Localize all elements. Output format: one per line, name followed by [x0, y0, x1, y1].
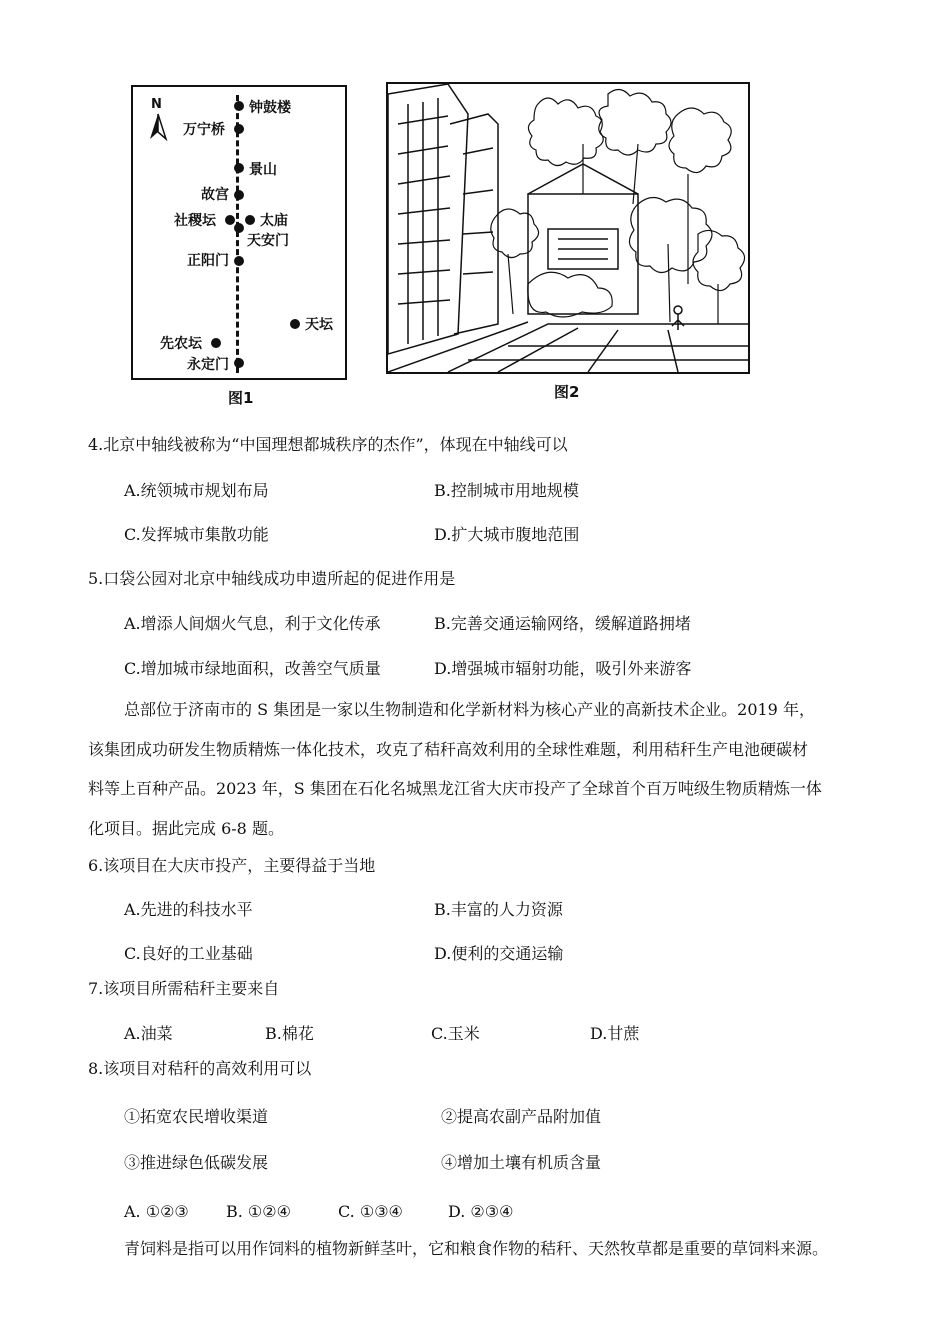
passage-line-1: 总部位于济南市的 S 集团是一家以生物制造和化学新材料为核心产业的高新技术企业。2019 年， [124, 700, 815, 719]
q8-option-b: B. ①②④ [226, 1202, 291, 1221]
q8-statement-1: ①拓宽农民增收渠道 [124, 1107, 269, 1126]
place-yongdingmen: 永定门 [187, 357, 229, 373]
q8-statement-3: ③推进绿色低碳发展 [124, 1153, 269, 1172]
figure-2-illustration [386, 82, 750, 374]
place-tiananmen: 天安门 [247, 233, 289, 249]
q6-option-c: C.良好的工业基础 [124, 944, 253, 963]
q4-option-b: B.控制城市用地规模 [434, 481, 579, 500]
place-dot [245, 215, 255, 225]
place-zhonggulou: 钟鼓楼 [249, 100, 291, 116]
place-jingshan: 景山 [249, 162, 277, 178]
place-xiannongtan: 先农坛 [160, 336, 202, 352]
place-dot [234, 358, 244, 368]
q5-option-a: A.增添人间烟火气息，利于文化传承 [124, 614, 381, 633]
q5-option-c: C.增加城市绿地面积，改善空气质量 [124, 659, 381, 678]
place-dot [234, 223, 244, 233]
north-label: N [151, 97, 162, 112]
q8-option-c: C. ①③④ [338, 1202, 403, 1221]
place-zhengyangmen: 正阳门 [187, 253, 229, 269]
central-axis-line [236, 95, 239, 373]
q6-option-b: B.丰富的人力资源 [434, 900, 563, 919]
q6-option-a: A.先进的科技水平 [124, 900, 253, 919]
figure-1-map [131, 85, 347, 380]
passage-line-3: 料等上百种产品。2023 年，S 集团在石化名城黑龙江省大庆市投产了全球首个百万吨级生物质精炼一体 [88, 779, 822, 798]
figure-2-caption: 图2 [554, 383, 580, 401]
q8-option-a: A. ①②③ [124, 1202, 189, 1221]
q5-stem: 5.口袋公园对北京中轴线成功申遗所起的促进作用是 [88, 569, 456, 588]
passage2-line-1: 青饲料是指可以用作饲料的植物新鲜茎叶，它和粮食作物的秸秆、天然牧草都是重要的草饲料来源。 [124, 1239, 829, 1258]
figure-1-caption: 图1 [228, 389, 254, 407]
q7-stem: 7.该项目所需秸秆主要来自 [88, 979, 280, 998]
q7-option-a: A.油菜 [124, 1024, 173, 1043]
q4-option-a: A.统领城市规划布局 [124, 481, 269, 500]
passage-line-2: 该集团成功研发生物质精炼一体化技术，攻克了秸秆高效利用的全球性难题，利用秸秆生产电池硬碳材 [88, 740, 809, 759]
q4-stem: 4.北京中轴线被称为“中国理想都城秩序的杰作”，体现在中轴线可以 [88, 435, 568, 454]
north-arrow-icon [147, 113, 169, 141]
q4-option-c: C.发挥城市集散功能 [124, 525, 269, 544]
place-dot [225, 215, 235, 225]
q5-option-b: B.完善交通运输网络，缓解道路拥堵 [434, 614, 691, 633]
place-dot [234, 163, 244, 173]
q7-option-c: C.玉米 [431, 1024, 480, 1043]
q6-option-d: D.便利的交通运输 [434, 944, 564, 963]
q7-option-b: B.棉花 [265, 1024, 314, 1043]
q5-option-d: D.增强城市辐射功能，吸引外来游客 [434, 659, 692, 678]
place-dot [211, 338, 221, 348]
place-tiantan: 天坛 [305, 317, 333, 333]
place-dot [234, 101, 244, 111]
passage-line-4: 化项目。据此完成 6-8 题。 [88, 819, 284, 838]
q7-option-d: D.甘蔗 [590, 1024, 640, 1043]
place-wanningqiao: 万宁桥 [183, 122, 225, 138]
place-dot [234, 124, 244, 134]
q8-option-d: D. ②③④ [448, 1202, 514, 1221]
park-sketch-image [388, 84, 748, 372]
place-taimiao: 太庙 [260, 213, 288, 229]
place-dot [290, 319, 300, 329]
q8-statement-2: ②提高农副产品附加值 [441, 1107, 602, 1126]
place-shejitan: 社稷坛 [174, 213, 216, 229]
place-dot [234, 190, 244, 200]
q8-stem: 8.该项目对秸秆的高效利用可以 [88, 1059, 312, 1078]
place-gugong: 故宫 [201, 187, 229, 203]
q8-statement-4: ④增加土壤有机质含量 [441, 1153, 602, 1172]
q4-option-d: D.扩大城市腹地范围 [434, 525, 580, 544]
q6-stem: 6.该项目在大庆市投产，主要得益于当地 [88, 856, 376, 875]
place-dot [234, 256, 244, 266]
